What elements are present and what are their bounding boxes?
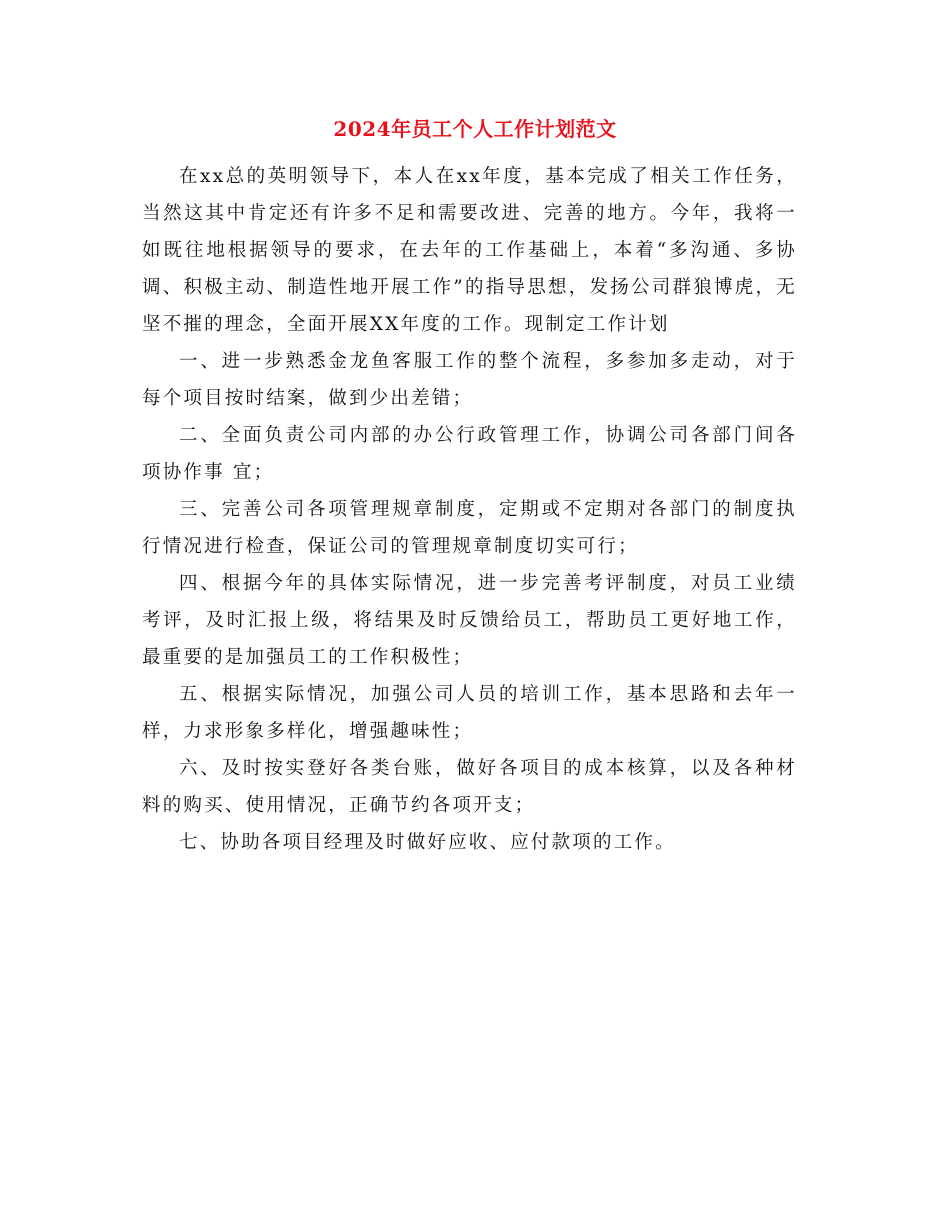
paragraph-item-2: 二、全面负责公司内部的办公行政管理工作，协调公司各部门间各项协作事 宜； [142,425,797,483]
paragraph-intro: 在xx总的英明领导下，本人在xx年度，基本完成了相关工作任务，当然这其中肯定还有许多不足和需要改进、完善的地方。今年，我将一如既往地根据领导的要求，在去年的工作基础上，本着“多沟通、多协调、积极主动、制造性地开展工作”的指导思想，发扬公司群狼博虎，无坚不摧的理念，全面开展XX年度的工作。现制定工作计划 [142,166,797,335]
paragraph-item-6: 六、及时按实登好各类台账，做好各项目的成本核算，以及各种材料的购买、使用情况，正确节约各项开支； [142,758,797,816]
paragraph-item-4: 四、根据今年的具体实际情况，进一步完善考评制度，对员工业绩考评，及时汇报上级，将结果及时反馈给员工，帮助员工更好地工作，最重要的是加强员工的工作积极性； [142,573,797,668]
document-body [142,158,797,861]
paragraph-item-3: 三、完善公司各项管理规章制度，定期或不定期对各部门的制度执行情况进行检查，保证公司的管理规章制度切实可行； [142,499,797,557]
document-title: 2024年员工个人工作计划范文 [333,117,617,141]
paragraph-item-5: 五、根据实际情况，加强公司人员的培训工作，基本思路和去年一样，力求形象多样化，增强趣味性； [142,684,797,742]
paragraph-item-1: 一、进一步熟悉金龙鱼客服工作的整个流程，多参加多走动，对于每个项目按时结案，做到少出差错； [142,351,797,409]
paragraph-item-7: 七、协助各项目经理及时做好应收、应付款项的工作。 [179,832,676,853]
